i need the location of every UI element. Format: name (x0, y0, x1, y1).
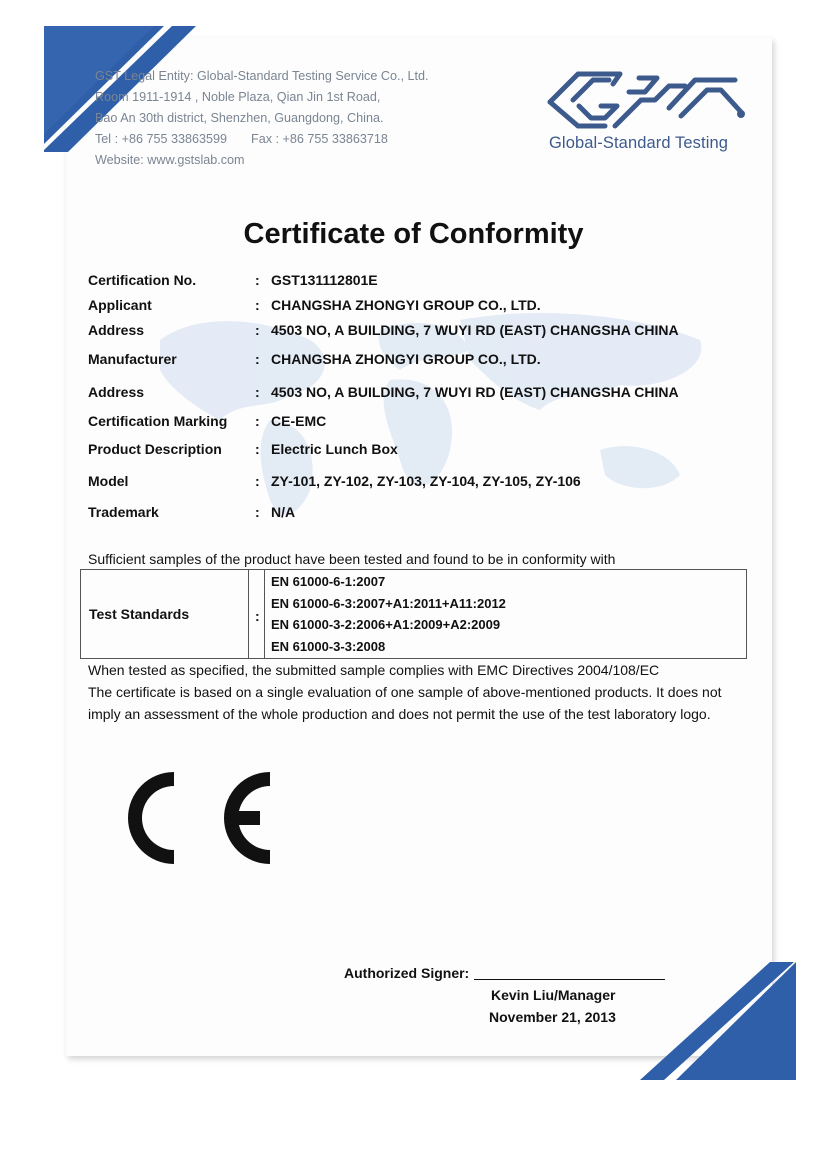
compliance-paragraph (88, 659, 738, 725)
field-colon: : (255, 473, 260, 489)
standard-item: EN 61000-3-2:2006+A1:2009+A2:2009 (271, 617, 501, 632)
field-colon: : (255, 413, 260, 429)
field-value: CE-EMC (271, 413, 327, 429)
gst-logo-text: Global-Standard Testing (549, 134, 729, 152)
field-colon: : (255, 322, 260, 338)
issuer-website: Website: www.gstslab.com (95, 153, 245, 167)
field-colon: : (255, 351, 260, 367)
issuer-legal-entity: GST Legal Entity: Global-Standard Testing Service Co., Ltd. (95, 69, 429, 83)
issuer-phone-fax (95, 129, 428, 150)
field-value: GST131112801E (271, 272, 378, 288)
signature-date: November 21, 2013 (489, 1009, 616, 1025)
signature-line (474, 979, 665, 980)
field-colon: : (255, 297, 260, 313)
field-label: Certification No. (88, 272, 197, 288)
field-colon: : (255, 384, 260, 400)
field-label: Address (88, 384, 145, 400)
samples-statement: Sufficient samples of the product have been tested and found to be in conformity with (88, 551, 616, 567)
field-label: Product Description (88, 441, 222, 457)
standard-item: EN 61000-3-3:2008 (271, 638, 386, 654)
table-divider (248, 570, 249, 658)
issuer-fax: Fax : +86 755 33863718 (251, 132, 388, 146)
test-standards-table (80, 569, 747, 659)
gst-logo-icon (545, 68, 755, 132)
field-colon: : (255, 504, 260, 520)
field-colon: : (255, 272, 260, 288)
test-standards-label: Test Standards (89, 606, 190, 622)
issuer-address-line-2: Bao An 30th district, Shenzhen, Guangdong, China. (95, 111, 384, 125)
authorized-signer-label: Authorized Signer: (344, 965, 470, 981)
field-value: CHANGSHA ZHONGYI GROUP CO., LTD. (271, 351, 541, 367)
field-colon: : (255, 441, 260, 457)
field-value: N/A (271, 504, 296, 520)
certificate-sheet (66, 38, 772, 1056)
field-label: Certification Marking (88, 413, 228, 429)
test-standards-colon: : (255, 608, 260, 624)
field-label: Model (88, 473, 129, 489)
page-title: Certificate of Conformity (243, 218, 584, 250)
standard-item: EN 61000-6-1:2007 (271, 574, 386, 589)
table-divider (264, 570, 265, 658)
field-label: Manufacturer (88, 351, 177, 367)
issuer-contact-block (95, 66, 428, 171)
field-value: Electric Lunch Box (271, 441, 398, 457)
signer-name: Kevin Liu/Manager (491, 987, 616, 1003)
field-value: 4503 NO, A BUILDING, 7 WUYI RD (EAST) CHANGSHA CHINA (271, 384, 679, 400)
field-value: CHANGSHA ZHONGYI GROUP CO., LTD. (271, 297, 541, 313)
issuer-tel: Tel : +86 755 33863599 (95, 132, 228, 146)
test-standards-list (271, 571, 506, 657)
compliance-statement: When tested as specified, the submitted sample complies with EMC Directives 2004/108/EC (88, 662, 660, 678)
field-label: Applicant (88, 297, 152, 313)
field-label: Trademark (88, 504, 159, 520)
ce-mark-icon (110, 766, 280, 870)
field-value: 4503 NO, A BUILDING, 7 WUYI RD (EAST) CHANGSHA CHINA (271, 322, 679, 338)
disclaimer-statement: The certificate is based on a single evaluation of one sample of above-mentioned products. It does not imply an assessment of the whole production and does not permit the use of the test laboratory logo. (88, 684, 722, 722)
issuer-address-line-1: Room 1911-1914 , Noble Plaza, Qian Jin 1st Road, (95, 90, 381, 104)
field-value: ZY-101, ZY-102, ZY-103, ZY-104, ZY-105, ZY-106 (271, 473, 581, 489)
standard-item: EN 61000-6-3:2007+A1:2011+A11:2012 (271, 595, 506, 611)
field-label: Address (88, 322, 145, 338)
